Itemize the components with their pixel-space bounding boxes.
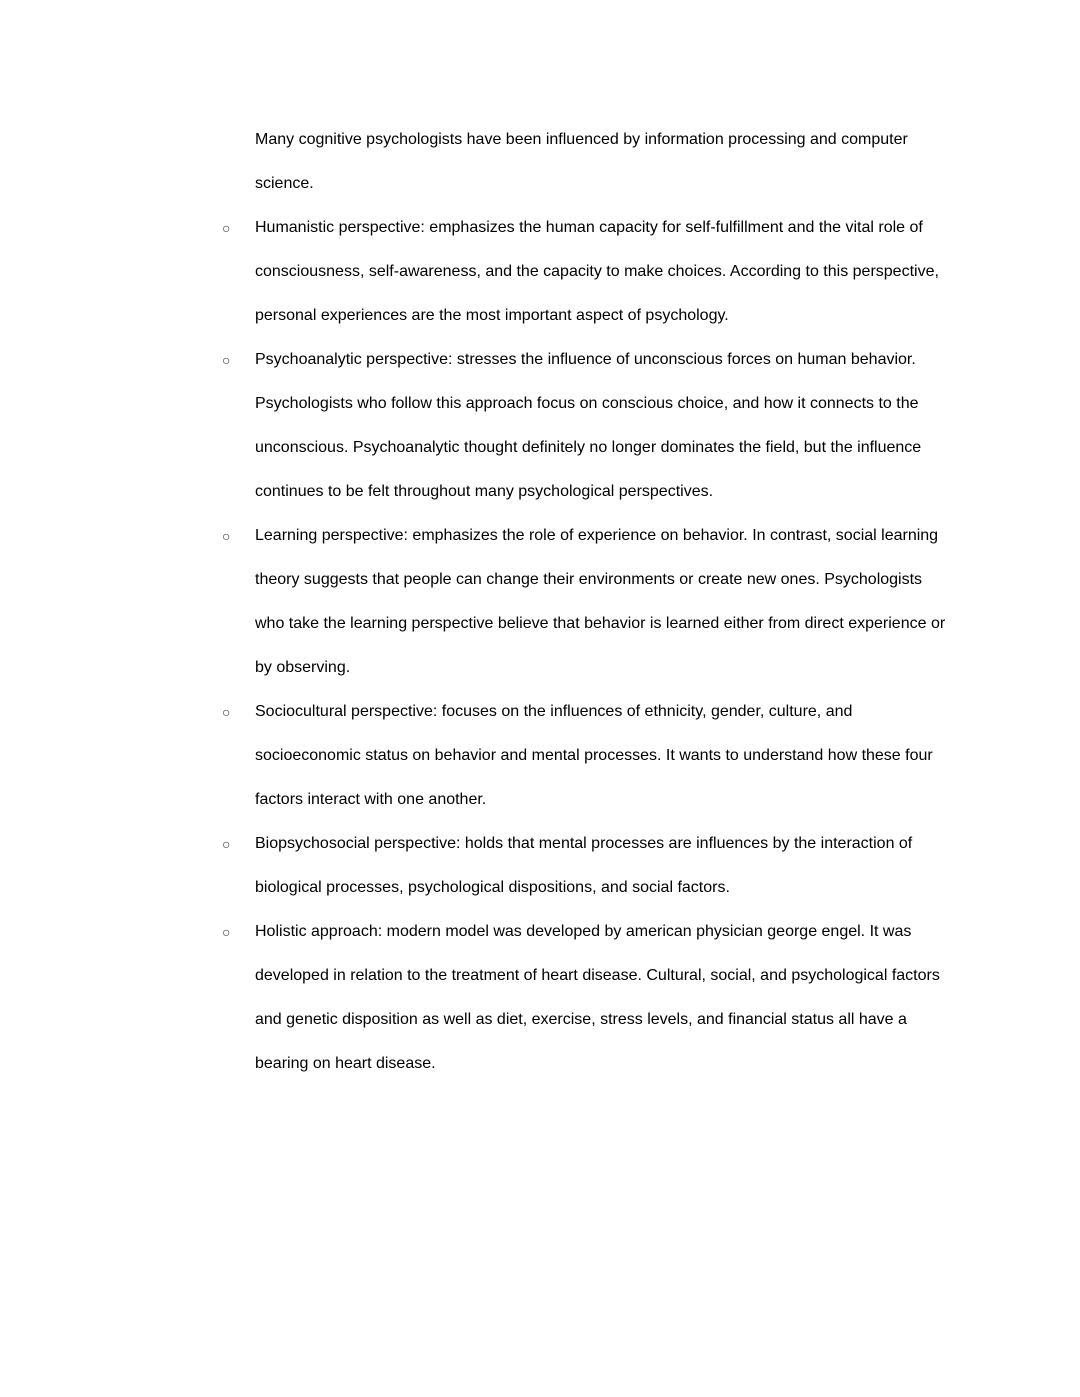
continuation-paragraph: Many cognitive psychologists have been influenced by information processing and computer science. — [255, 131, 908, 192]
bullet-item-text: Learning perspective: emphasizes the role of experience on behavior. In contrast, social learning theory suggests that people can change their environments or create new ones. Psychologists who take the learning perspective believe that behavior is learned either from direct experience or by observing. — [255, 527, 946, 676]
list-item — [222, 690, 955, 822]
list-item — [222, 514, 955, 690]
list-item — [222, 822, 955, 910]
perspectives-bullet-list — [222, 206, 955, 1086]
bullet-item-text: Humanistic perspective: emphasizes the human capacity for self-fulfillment and the vital role of consciousness, self-awareness, and the capacity to make choices. According to this perspective, personal experiences are the most important aspect of psychology. — [255, 219, 939, 324]
bullet-circle-icon: ○ — [222, 220, 231, 236]
list-item — [222, 910, 955, 1086]
bullet-circle-icon: ○ — [222, 528, 231, 544]
list-item — [222, 338, 955, 514]
bullet-item-text: Holistic approach: modern model was developed by american physician george engel. It was developed in relation to the treatment of heart disease. Cultural, social, and psychological factors and genetic disposition as well as diet, exercise, stress levels, and financial status all have a bearing on heart disease. — [255, 923, 940, 1072]
list-item — [222, 206, 955, 338]
bullet-item-text: Biopsychosocial perspective: holds that mental processes are influences by the interaction of biological processes, psychological dispositions, and social factors. — [255, 835, 913, 896]
bullet-circle-icon: ○ — [222, 352, 231, 368]
bullet-item-text: Psychoanalytic perspective: stresses the influence of unconscious forces on human behavior. Psychologists who follow this approach focus on conscious choice, and how it connects to the unconscious. Psychoanalytic thought definitely no longer dominates the field, but the influence continues to be felt throughout many psychological perspectives. — [255, 351, 922, 500]
bullet-circle-icon: ○ — [222, 924, 231, 940]
bullet-item-text: Sociocultural perspective: focuses on the influences of ethnicity, gender, culture, and socioeconomic status on behavior and mental processes. It wants to understand how these four factors interact with one another. — [255, 703, 933, 808]
document-body — [222, 118, 955, 1086]
bullet-circle-icon: ○ — [222, 836, 231, 852]
bullet-circle-icon: ○ — [222, 704, 231, 720]
